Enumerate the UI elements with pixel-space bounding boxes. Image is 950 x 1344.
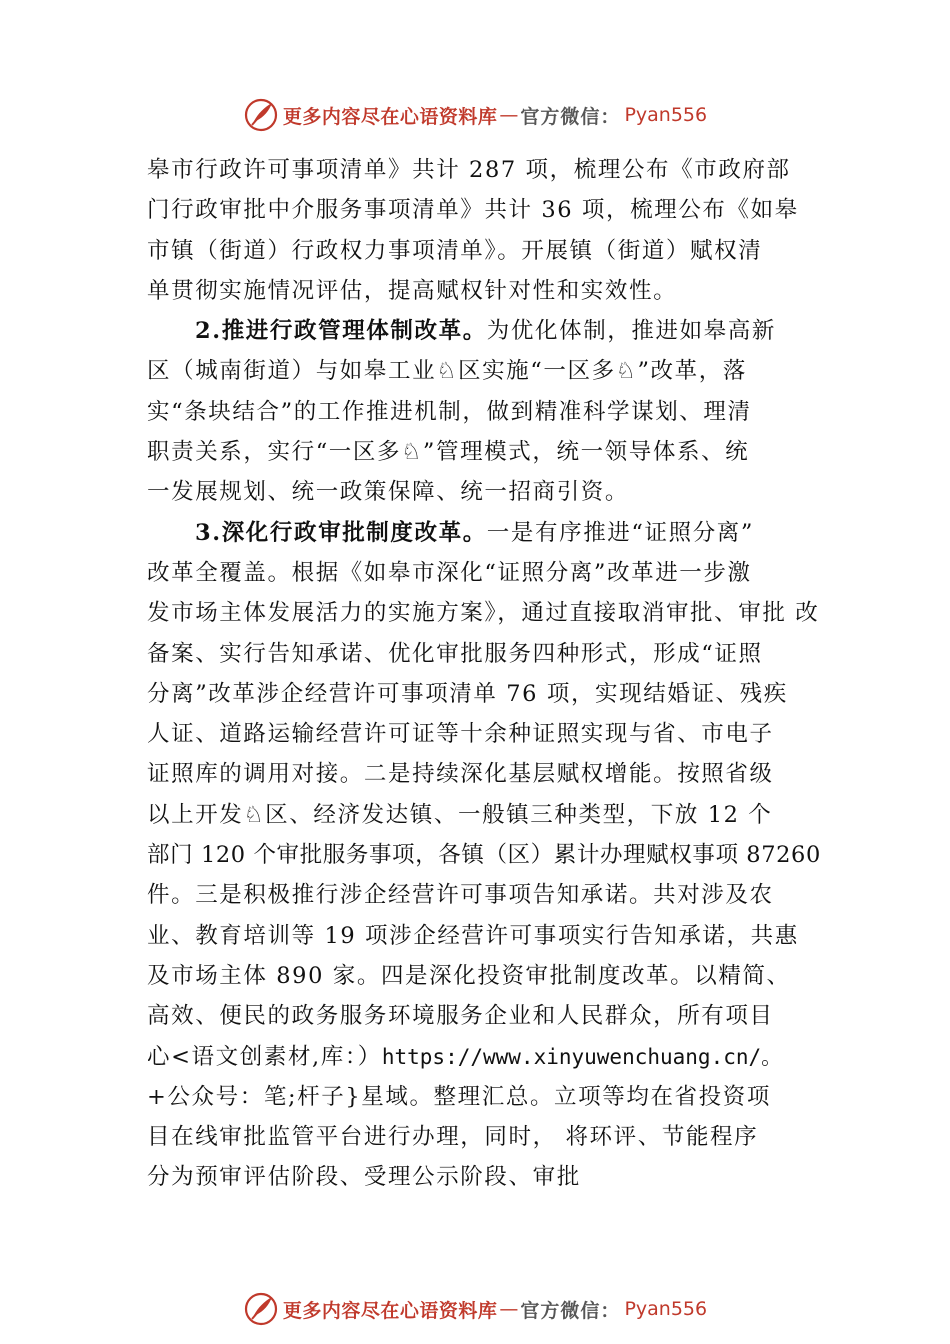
section-heading: 3.深化行政审批制度改革。 (195, 519, 487, 546)
banner-wechat-id: Pyan556 (624, 1298, 708, 1320)
text-span: 一是有序推进“证照分离” (486, 519, 755, 546)
text-line: 单贯彻实施情况评估，提高赋权针对性和实效性。 (147, 277, 678, 304)
text-line: 一发展规划、统一政策保障、统一招商引资。 (147, 479, 630, 506)
banner-wechat-label: 官方微信： (520, 1299, 621, 1322)
text-line: 件。三是积极推行涉企经营许可事项告知承诺。共对涉及农 (147, 882, 774, 909)
text-line: +公众号：笔;杆子}星域。整理汇总。立项等均在省投资项 (147, 1083, 771, 1110)
banner-separator: — (499, 1298, 519, 1320)
banner-wechat-id: Pyan556 (624, 104, 708, 126)
banner-separator: — (499, 104, 519, 126)
paragraph-3 (147, 513, 837, 1198)
text-line: 以上开发♘区、经济发达镇、一般镇三种类型，下放 12 个 (147, 801, 773, 828)
watermark-line (147, 1037, 837, 1077)
text-line: 分为预审评估阶段、受理公示阶段、审批 (147, 1164, 581, 1191)
text-line: 实“条块结合”的工作推进机制，做到精准科学谋划、理清 (147, 398, 752, 425)
text-line: 部门 120 个审批服务事项，各镇（区）累计办理赋权事项 87260 (147, 842, 821, 869)
text-line (147, 513, 837, 553)
banner-wechat-label: 官方微信： (520, 105, 621, 128)
text-line: 区（城南街道）与如皋工业♘区实施“一区多♘”改革，落 (147, 358, 747, 385)
text-line: 职责关系，实行“一区多♘”管理模式，统一领导体系、统 (147, 439, 750, 466)
watermark-text: 心<语文创素材,库：） (147, 1043, 382, 1070)
text-line: 目在线审批监管平台进行办理，同时， 将环评、节能程序 (147, 1124, 759, 1151)
text-line: 皋市行政许可事项清单》共计 287 项，梳理公布《市政府部 (147, 157, 791, 183)
footer-banner (0, 1287, 950, 1331)
text-line: 业、教育培训等 19 项涉企经营许可事项实行告知承诺，共惠 (147, 922, 799, 949)
text-line: 备案、实行告知承诺、优化审批服务四种形式，形成“证照 (147, 640, 763, 667)
watermark-url: https://www.xinyuwenchuang.cn/。 (381, 1044, 783, 1069)
text-line: 及市场主体 890 家。四是深化投资审批制度改革。以精简、 (147, 962, 791, 989)
text-line: 改革全覆盖。根据《如皋市深化“证照分离”改革进一步激 (147, 559, 752, 586)
document-body (147, 150, 837, 1198)
quill-logo-icon (243, 97, 279, 133)
section-heading: 2.推进行政管理体制改革。 (195, 318, 487, 345)
text-line: 发市场主体发展活力的实施方案》，通过直接取消审批、审批 改 (147, 600, 820, 627)
text-line: 人证、道路运输经营许可证等十余种证照实现与省、市电子 (147, 721, 774, 748)
quill-logo-icon (243, 1291, 279, 1327)
banner-title: 更多内容尽在心语资料库 (282, 1299, 498, 1322)
text-line: 市镇（街道）行政权力事项清单》。开展镇（街道）赋权清 (147, 237, 763, 264)
text-line (147, 311, 837, 351)
text-line: 门行政审批中介服务事项清单》共计 36 项，梳理公布《如皋 (147, 197, 799, 224)
text-span: 为优化体制，推进如皋高新 (486, 318, 776, 345)
paragraph-2 (147, 311, 837, 512)
paragraph-1 (147, 150, 837, 311)
text-line: 分离”改革涉企经营许可事项清单 76 项，实现结婚证、残疾 (147, 680, 788, 707)
banner-title: 更多内容尽在心语资料库 (282, 105, 498, 128)
header-banner (0, 93, 950, 137)
text-line: 高效、便民的政务服务环境服务企业和人民群众，所有项目 (147, 1003, 774, 1030)
text-line: 证照库的调用对接。二是持续深化基层赋权增能。按照省级 (147, 761, 774, 788)
